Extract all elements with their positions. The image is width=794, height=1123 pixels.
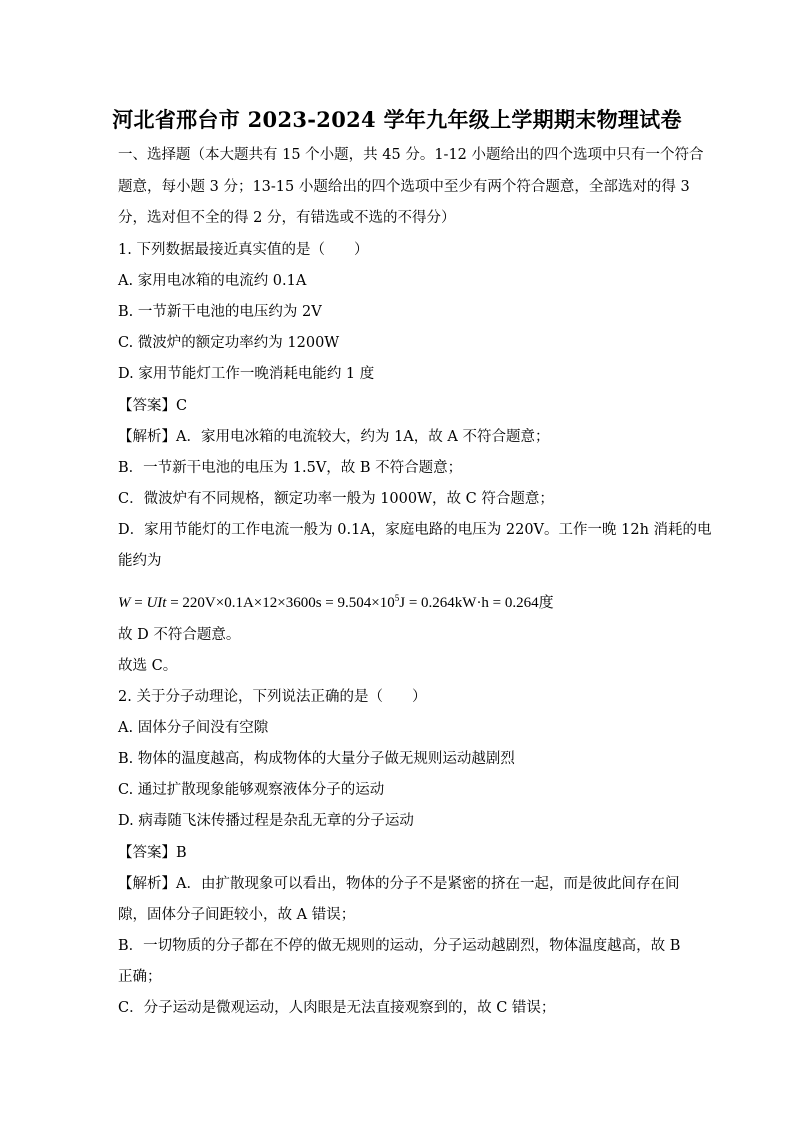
section-instructions-line-1: 一、选择题（本大题共有 15 个小题，共 45 分。1-12 小题给出的四个选项中只有一个符合: [118, 147, 704, 163]
question-2-answer: 【答案】B: [118, 845, 187, 861]
question-1-option-d: D. 家用节能灯工作一晚消耗电能约 1 度: [118, 366, 375, 382]
question-2-option-b: B. 物体的温度越高，构成物体的大量分子做无规则运动越剧烈: [118, 751, 515, 767]
question-1-option-a: A. 家用电冰箱的电流约 0.1A: [118, 273, 307, 289]
question-2-analysis-line-4: 正确；: [118, 969, 162, 985]
formula-w: W: [118, 595, 131, 611]
question-1-analysis-line-5: 能约为: [118, 553, 162, 569]
question-1-conclusion: 故 D 不符合题意。: [118, 627, 241, 643]
question-1-answer: 【答案】C: [118, 398, 188, 414]
question-1-analysis-line-3: C．微波炉有不同规格，额定功率一般为 1000W，故 C 符合题意；: [118, 491, 554, 507]
page-title: 河北省邢台市 2023-2024 学年九年级上学期期末物理试卷: [112, 107, 682, 132]
question-2-analysis-line-2: 隙，固体分子间距较小，故 A 错误；: [118, 907, 356, 923]
question-1-analysis-line-1: 【解析】A．家用电冰箱的电流较大，约为 1A，故 A 不符合题意；: [118, 429, 550, 445]
question-1-option-b: B. 一节新干电池的电压约为 2V: [118, 304, 322, 320]
section-instructions-line-3: 分，选对但不全的得 2 分，有错选或不选的不得分）: [118, 210, 456, 226]
formula-exponent: 5: [394, 593, 400, 603]
question-2-stem: 2. 关于分子动理论，下列说法正确的是（ ）: [118, 689, 427, 705]
question-2-analysis-line-5: C．分子运动是微观运动，人肉眼是无法直接观察到的，故 C 错误；: [118, 1000, 556, 1016]
question-2-option-d: D. 病毒随飞沫传播过程是杂乱无章的分子运动: [118, 813, 414, 829]
question-1-final-choice: 故选 C。: [118, 658, 178, 674]
formula-uit: UIt: [146, 595, 167, 611]
question-2-analysis-line-1: 【解析】A．由扩散现象可以看出，物体的分子不是紧密的挤在一起，而是彼此间存在间: [118, 876, 680, 892]
formula-eq: =: [130, 595, 147, 611]
section-instructions-line-2: 题意，每小题 3 分；13-15 小题给出的四个选项中至少有两个符合题意，全部选对的得 3: [118, 179, 690, 195]
question-2-option-c: C. 通过扩散现象能够观察液体分子的运动: [118, 782, 385, 798]
question-1-analysis-line-4: D．家用节能灯的工作电流一般为 0.1A，家庭电路的电压为 220V。工作一晚 12h 消耗的电: [118, 522, 712, 538]
question-1-analysis-line-2: B．一节新干电池的电压为 1.5V，故 B 不符合题意；: [118, 460, 463, 476]
formula-rhs-2: J = 0.264kW·h = 0.264度: [399, 595, 554, 611]
question-2-analysis-line-3: B．一切物质的分子都在不停的做无规则的运动，分子运动越剧烈，物体温度越高，故 B: [118, 938, 681, 954]
question-1-option-c: C. 微波炉的额定功率约为 1200W: [118, 335, 340, 351]
energy-formula: [118, 587, 554, 614]
question-1-stem: 1. 下列数据最接近真实值的是（ ）: [118, 242, 369, 258]
question-2-option-a: A. 固体分子间没有空隙: [118, 720, 269, 736]
formula-rhs: = 220V×0.1A×12×3600s = 9.504×10: [166, 595, 395, 611]
